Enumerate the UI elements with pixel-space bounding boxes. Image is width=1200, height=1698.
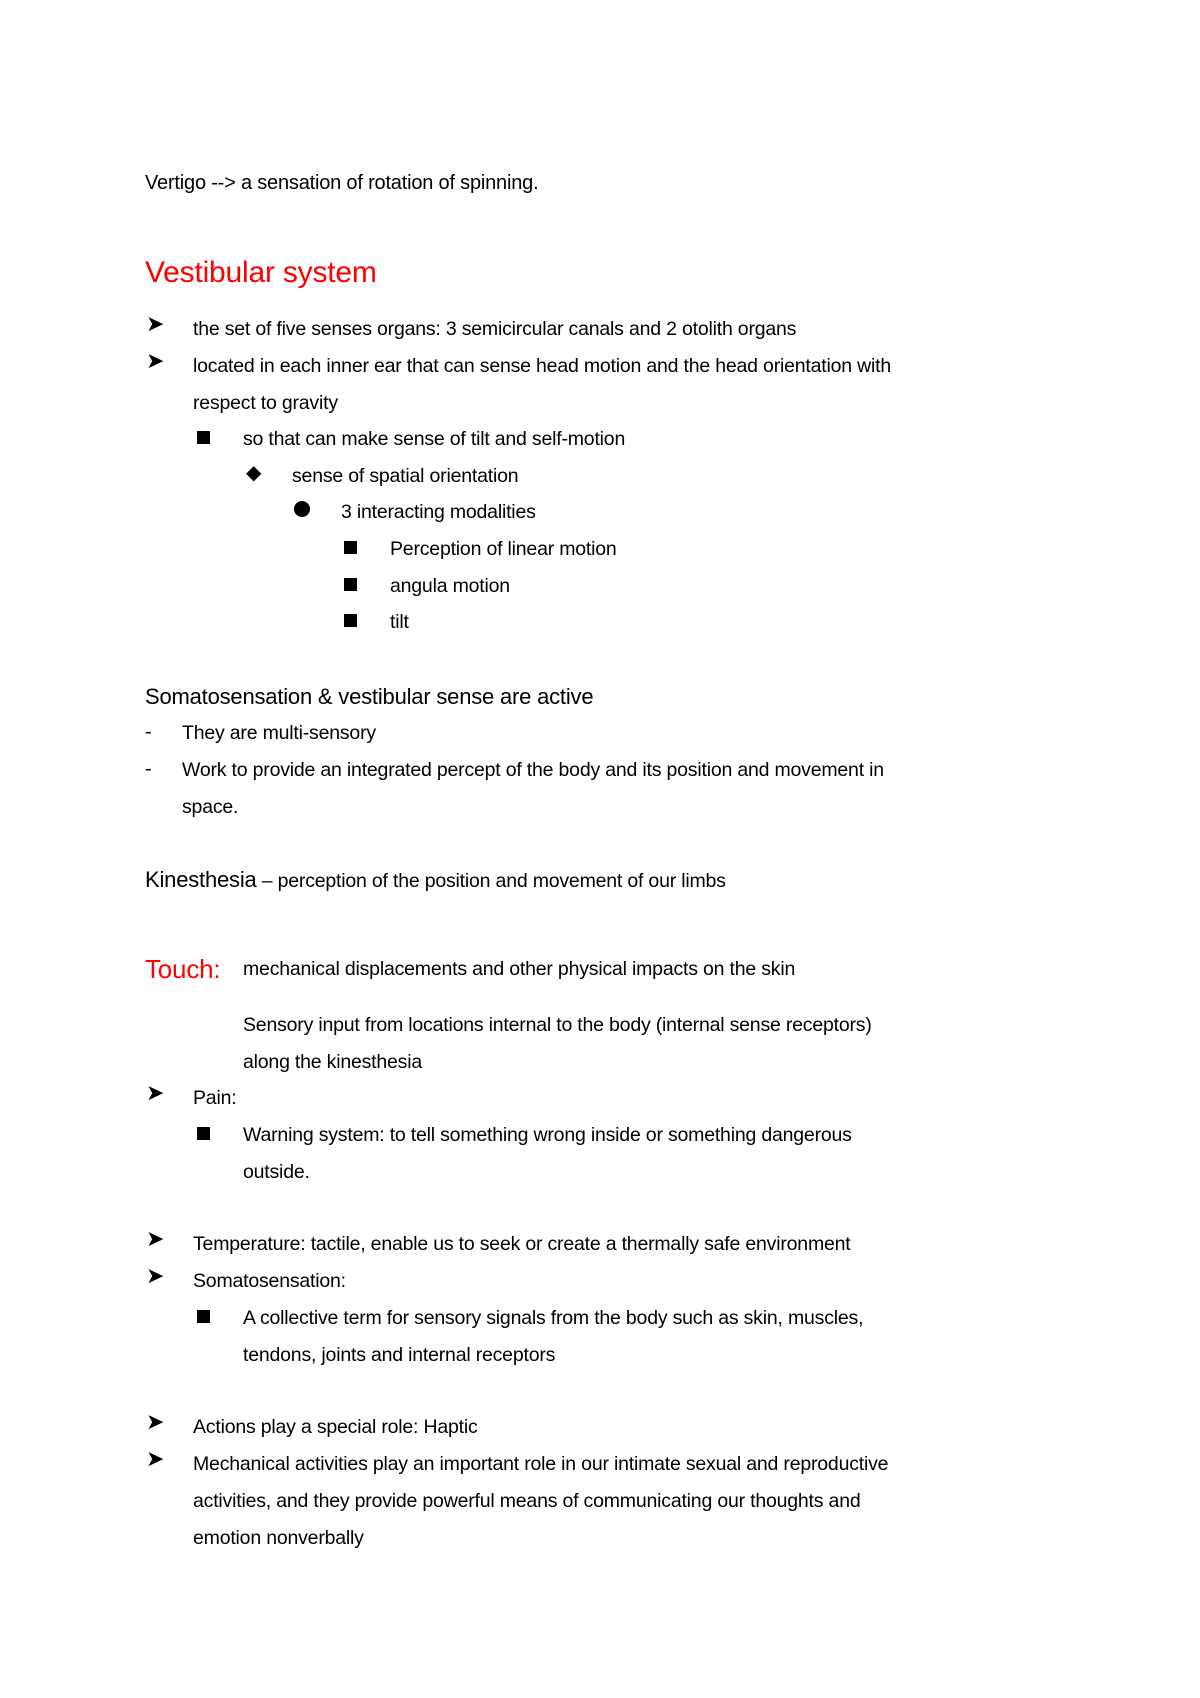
pain-sub-line-1: Warning system: to tell something wrong inside or something dangerous xyxy=(243,1124,852,1146)
somatosensation-item: Somatosensation: xyxy=(193,1270,346,1292)
somatosensation-item-2-line-2: space. xyxy=(182,796,239,818)
square-bullet-icon xyxy=(344,541,357,554)
vestibular-bullet-2-line-1: located in each inner ear that can sense head motion and the head orientation with xyxy=(193,355,892,377)
touch-sensory-line-2: along the kinesthesia xyxy=(243,1051,423,1073)
arrowhead-bullet-icon: ➤ xyxy=(146,1263,165,1288)
dash-bullet-icon: - xyxy=(145,721,152,743)
touch-sensory-line-1: Sensory input from locations internal to the body (internal sense receptors) xyxy=(243,1014,872,1036)
somatosensation-sub-line-2: tendons, joints and internal receptors xyxy=(243,1344,556,1366)
vestibular-sub-3: 3 interacting modalities xyxy=(341,501,536,523)
somatosensation-item-1: They are multi-sensory xyxy=(182,722,376,744)
arrowhead-bullet-icon: ➤ xyxy=(146,1226,165,1251)
arrowhead-bullet-icon: ➤ xyxy=(146,311,165,336)
square-bullet-icon xyxy=(197,431,210,444)
kinesthesia-term: Kinesthesia xyxy=(145,867,257,892)
dash-bullet-icon: - xyxy=(145,758,152,780)
temperature-item: Temperature: tactile, enable us to seek or create a thermally safe environment xyxy=(193,1233,851,1255)
square-bullet-icon xyxy=(197,1127,210,1140)
mechanical-line-3: emotion nonverbally xyxy=(193,1527,364,1549)
modality-item: Perception of linear motion xyxy=(390,538,617,560)
kinesthesia-definition: – perception of the position and movement of our limbs xyxy=(256,870,726,892)
pain-item: Pain: xyxy=(193,1087,237,1109)
touch-heading: Touch: xyxy=(145,954,221,984)
mechanical-line-1: Mechanical activities play an important role in our intimate sexual and reproductive xyxy=(193,1453,889,1475)
diamond-bullet-icon: ◆ xyxy=(246,462,262,484)
somatosensation-item-2-line-1: Work to provide an integrated percept of the body and its position and movement in xyxy=(182,759,884,781)
mechanical-line-2: activities, and they provide powerful means of communicating our thoughts and xyxy=(193,1490,861,1512)
arrowhead-bullet-icon: ➤ xyxy=(146,1080,165,1105)
kinesthesia-paragraph xyxy=(145,867,726,893)
vestibular-sub-1: so that can make sense of tilt and self-motion xyxy=(243,428,626,450)
square-bullet-icon xyxy=(197,1310,210,1323)
arrowhead-bullet-icon: ➤ xyxy=(146,1446,165,1471)
modality-item: tilt xyxy=(390,611,409,633)
somatosensation-heading: Somatosensation & vestibular sense are active xyxy=(145,684,594,709)
arrowhead-bullet-icon: ➤ xyxy=(146,348,165,373)
vertigo-definition: Vertigo --> a sensation of rotation of spinning. xyxy=(145,172,539,194)
square-bullet-icon xyxy=(344,614,357,627)
touch-definition: mechanical displacements and other physical impacts on the skin xyxy=(243,958,796,980)
arrowhead-bullet-icon: ➤ xyxy=(146,1409,165,1434)
vestibular-bullet-1: the set of five senses organs: 3 semicircular canals and 2 otolith organs xyxy=(193,318,797,340)
vestibular-sub-2: sense of spatial orientation xyxy=(292,465,519,487)
square-bullet-icon xyxy=(344,578,357,591)
vestibular-bullet-2-line-2: respect to gravity xyxy=(193,392,338,414)
modality-item: angula motion xyxy=(390,575,510,597)
somatosensation-sub-line-1: A collective term for sensory signals from the body such as skin, muscles, xyxy=(243,1307,864,1329)
circle-bullet-icon xyxy=(294,501,310,517)
actions-item: Actions play a special role: Haptic xyxy=(193,1416,478,1438)
pain-sub-line-2: outside. xyxy=(243,1161,310,1183)
vestibular-heading: Vestibular system xyxy=(145,256,377,289)
